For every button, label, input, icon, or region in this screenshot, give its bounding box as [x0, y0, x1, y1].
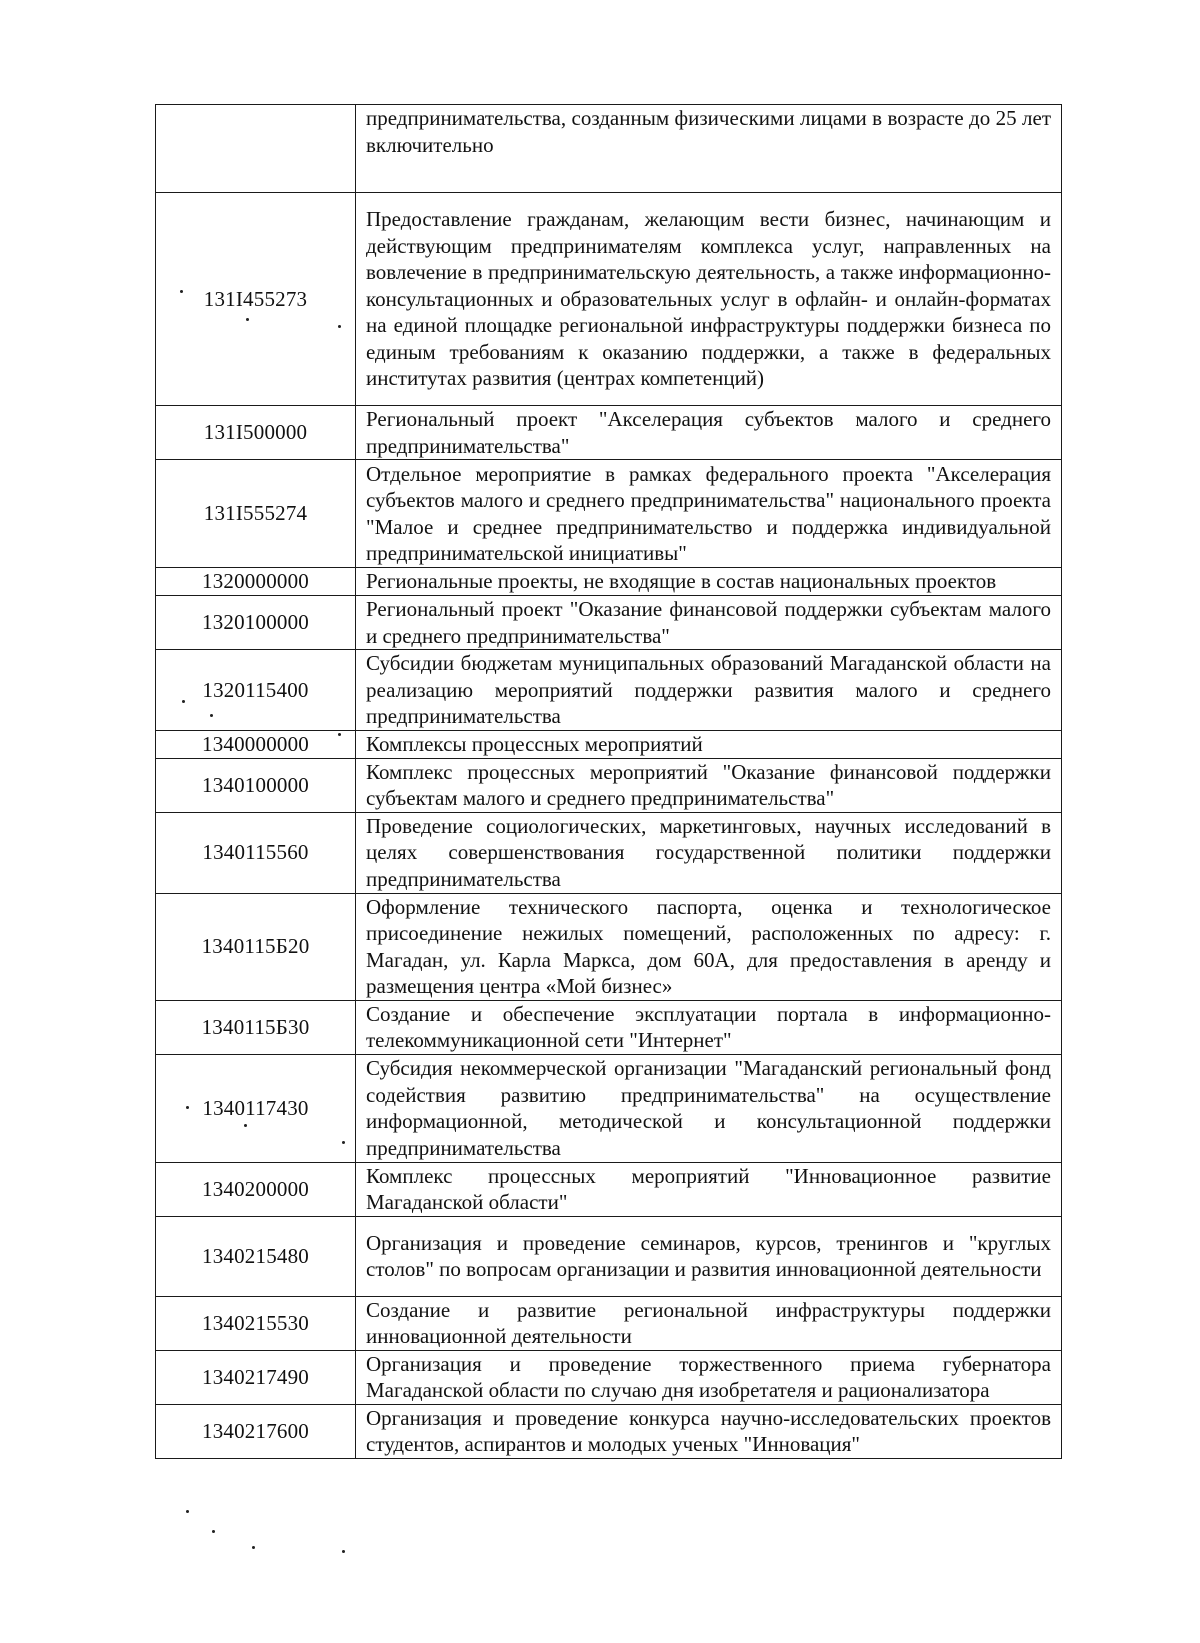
table-row	[156, 1162, 1062, 1216]
table-row	[156, 193, 1062, 406]
scan-speck	[252, 1546, 255, 1549]
table-row	[156, 650, 1062, 731]
description-cell: Региональный проект "Акселерация субъектов малого и среднего предпринимательства"	[356, 406, 1062, 460]
code-cell: 1340115560	[156, 812, 356, 893]
scan-speck	[186, 1106, 189, 1109]
description-cell: Региональный проект "Оказание финансовой поддержки субъектам малого и среднего предпринимательства"	[356, 596, 1062, 650]
code-cell	[156, 105, 356, 193]
table-row	[156, 730, 1062, 758]
scan-speck	[210, 714, 213, 717]
description-cell: Создание и обеспечение эксплуатации портала в информационно-телекоммуникационной сети "Интернет"	[356, 1000, 1062, 1054]
code-cell: 1340100000	[156, 758, 356, 812]
scan-speck	[244, 1124, 247, 1127]
code-cell: 131I500000	[156, 406, 356, 460]
code-cell: 1340115Б20	[156, 893, 356, 1000]
description-cell: Отдельное мероприятие в рамках федерального проекта "Акселерация субъектов малого и среднего предпринимательства" национального проекта "Малое и среднее предпринимательство и поддержка индивидуальной предпринимательской инициативы"	[356, 460, 1062, 568]
code-cell: 1340200000	[156, 1162, 356, 1216]
scan-speck	[338, 325, 341, 328]
code-cell: 1340215530	[156, 1296, 356, 1350]
code-cell: 1340117430	[156, 1054, 356, 1162]
description-cell: Комплекс процессных мероприятий "Оказание финансовой поддержки субъектам малого и среднего предпринимательства"	[356, 758, 1062, 812]
scan-speck	[246, 318, 249, 321]
budget-classification-table	[155, 104, 1062, 1459]
scan-speck	[342, 1550, 345, 1553]
scan-speck	[180, 290, 183, 293]
description-cell: Организация и проведение торжественного приема губернатора Магаданской области по случаю дня изобретателя и рационализатора	[356, 1350, 1062, 1404]
code-cell: 1340115Б30	[156, 1000, 356, 1054]
table-row	[156, 758, 1062, 812]
description-cell: Комплексы процессных мероприятий	[356, 730, 1062, 758]
table-row	[156, 1404, 1062, 1458]
table-row	[156, 596, 1062, 650]
code-cell: 131I455273	[156, 193, 356, 406]
description-cell: Организация и проведение конкурса научно-исследовательских проектов студентов, аспирантов и молодых ученых "Инновация"	[356, 1404, 1062, 1458]
scan-speck	[338, 733, 341, 736]
table-row	[156, 893, 1062, 1000]
code-cell: 131I555274	[156, 460, 356, 568]
table-row	[156, 1350, 1062, 1404]
scan-speck	[182, 700, 185, 703]
code-cell: 1340217600	[156, 1404, 356, 1458]
table-row	[156, 1216, 1062, 1296]
code-cell: 1340000000	[156, 730, 356, 758]
code-cell: 1320100000	[156, 596, 356, 650]
code-cell: 1320115400	[156, 650, 356, 731]
table-row	[156, 1054, 1062, 1162]
description-cell: Региональные проекты, не входящие в состав национальных проектов	[356, 568, 1062, 596]
description-cell: Комплекс процессных мероприятий "Инновационное развитие Магаданской области"	[356, 1162, 1062, 1216]
description-cell: Создание и развитие региональной инфраструктуры поддержки инновационной деятельности	[356, 1296, 1062, 1350]
code-cell: 1320000000	[156, 568, 356, 596]
code-cell: 1340217490	[156, 1350, 356, 1404]
description-cell: Предоставление гражданам, желающим вести бизнес, начинающим и действующим предпринимателям комплекса услуг, направленных на вовлечение в предпринимательскую деятельность, а также информационно-консультационных и образовательных услуг в офлайн- и онлайн-форматах на единой площадке региональной инфраструктуры поддержки бизнеса по единым требованиям к оказанию поддержки, а также в федеральных институтах развития (центрах компетенций)	[356, 193, 1062, 406]
scan-speck	[212, 1530, 215, 1533]
description-cell: Субсидии бюджетам муниципальных образований Магаданской области на реализацию мероприятий поддержки развития малого и среднего предпринимательства	[356, 650, 1062, 731]
scan-speck	[186, 1510, 189, 1513]
table-row	[156, 568, 1062, 596]
scan-speck	[342, 1141, 345, 1144]
table-row	[156, 812, 1062, 893]
description-cell: Субсидия некоммерческой организации "Магаданский региональный фонд содействия развитию предпринимательства" на осуществление информационной, методической и консультационной поддержки предпринимательства	[356, 1054, 1062, 1162]
table-row	[156, 406, 1062, 460]
description-cell: Оформление технического паспорта, оценка и технологическое присоединение нежилых помещений, расположенных по адресу: г. Магадан, ул. Карла Маркса, дом 60А, для предоставления в аренду и размещения центра «Мой бизнес»	[356, 893, 1062, 1000]
description-cell: Проведение социологических, маркетинговых, научных исследований в целях совершенствования государственной политики поддержки предпринимательства	[356, 812, 1062, 893]
table-row	[156, 460, 1062, 568]
table-row	[156, 1000, 1062, 1054]
description-cell: предпринимательства, созданным физическими лицами в возрасте до 25 лет включительно	[356, 105, 1062, 193]
table-row	[156, 105, 1062, 193]
code-cell: 1340215480	[156, 1216, 356, 1296]
description-cell: Организация и проведение семинаров, курсов, тренингов и "круглых столов" по вопросам организации и развития инновационной деятельности	[356, 1216, 1062, 1296]
table-row	[156, 1296, 1062, 1350]
